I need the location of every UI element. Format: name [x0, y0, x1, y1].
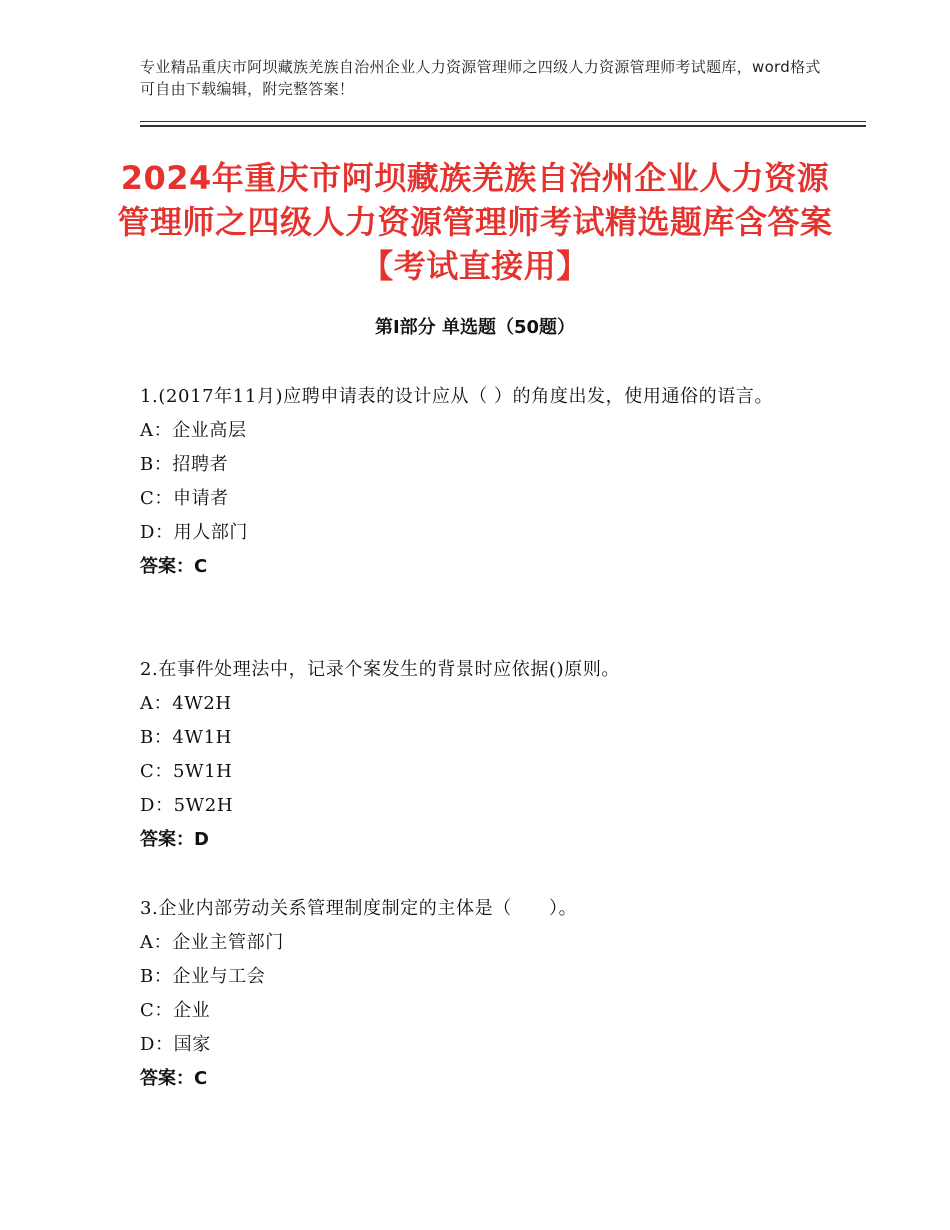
option-c: C：申请者 [140, 488, 229, 509]
option-a: A：企业主管部门 [140, 932, 284, 953]
header-rule-bottom [140, 125, 866, 127]
option-d: D：用人部门 [140, 522, 249, 543]
section-title: 第Ⅰ部分 单选题（50题） [374, 317, 575, 338]
option-d: D：国家 [140, 1034, 211, 1055]
question-2 [140, 653, 830, 857]
answer: 答案：D [140, 829, 209, 850]
answer: 答案：C [140, 1068, 208, 1089]
question-stem: 1.(2017年11月)应聘申请表的设计应从（ ）的角度出发，使用通俗的语言。 [140, 386, 774, 407]
option-d: D：5W2H [140, 795, 234, 816]
question-stem: 2.在事件处理法中，记录个案发生的背景时应依据()原则。 [140, 659, 621, 680]
option-b: B：4W1H [140, 727, 232, 748]
option-a: A：4W2H [140, 693, 232, 714]
question-3 [140, 892, 830, 1096]
header-rule-top [140, 121, 866, 122]
header-note: 专业精品重庆市阿坝藏族羌族自治州企业人力资源管理师之四级人力资源管理师考试题库，word格式可自由下载编辑，附完整答案！ [140, 58, 821, 98]
option-a: A：企业高层 [140, 420, 247, 441]
option-c: C：企业 [140, 1000, 211, 1021]
option-c: C：5W1H [140, 761, 233, 782]
question-stem: 3.企业内部劳动关系管理制度制定的主体是（ ）。 [140, 898, 578, 919]
option-b: B：企业与工会 [140, 966, 266, 987]
question-1 [140, 380, 830, 584]
answer: 答案：C [140, 556, 208, 577]
option-b: B：招聘者 [140, 454, 229, 475]
document-title: 2024年重庆市阿坝藏族羌族自治州企业人力资源管理师之四级人力资源管理师考试精选题库含答案【考试直接用】 [117, 159, 833, 285]
